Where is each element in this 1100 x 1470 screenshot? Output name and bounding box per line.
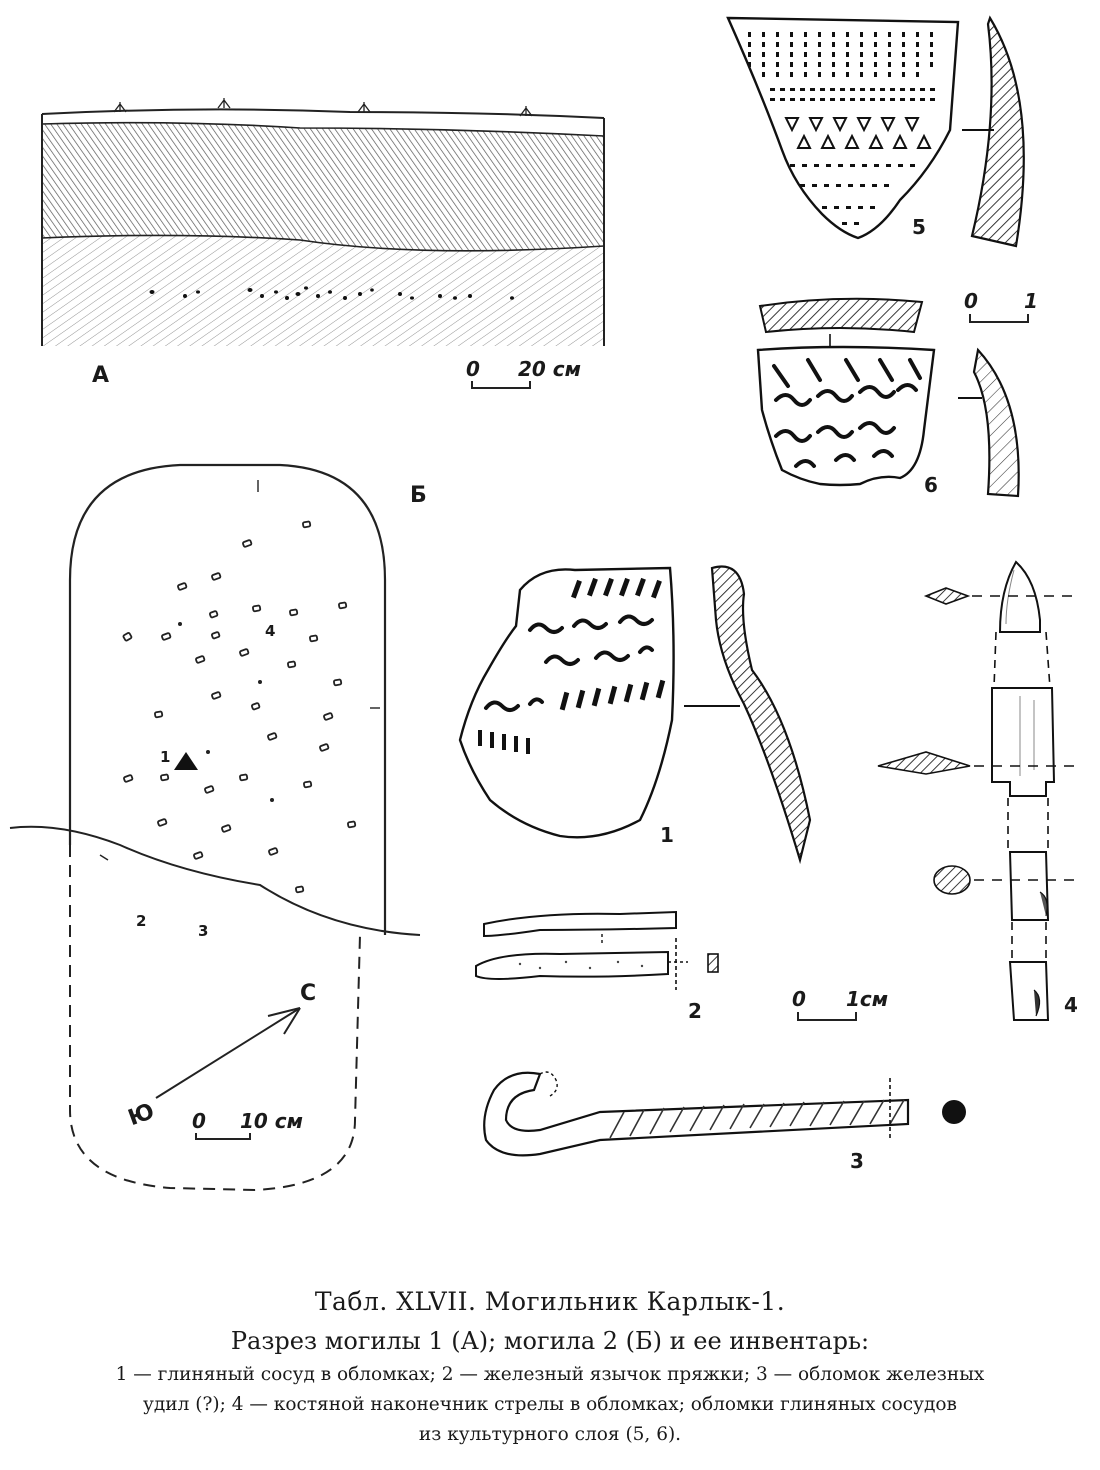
find-6-profile <box>974 350 1019 496</box>
south-label: Ю <box>124 1098 158 1132</box>
plan-tick-marks <box>100 480 380 860</box>
find-1-number: 1 <box>660 823 674 847</box>
find-1-vessel <box>460 566 810 860</box>
find-3-number: 3 <box>850 1149 864 1173</box>
plan-marker-4: 4 <box>265 622 276 640</box>
find-2-buckle-tongue <box>476 912 888 1023</box>
caption-subtitle: Разрез могилы 1 (А); могила 2 (Б) и ее инвентарь: <box>230 1327 870 1355</box>
caption-line-3: из культурного слоя (5, 6). <box>418 1424 682 1445</box>
disturbance-line <box>10 827 420 935</box>
find-3-section <box>942 1100 966 1124</box>
cm-scale-value: 1см <box>846 987 889 1011</box>
bead-dots <box>178 622 274 802</box>
bead-marks <box>123 521 356 892</box>
find-5-profile <box>972 18 1024 246</box>
find-1-profile <box>712 566 810 860</box>
plan-b-label: Б <box>410 483 427 508</box>
section-a-upper-layer <box>42 123 604 251</box>
find-4-arrowhead <box>878 562 1080 1020</box>
find-2-section <box>708 954 718 972</box>
small-scale-value: 1 <box>1024 289 1038 313</box>
small-scale-zero: 0 <box>964 289 978 313</box>
caption-title: Табл. XLVII. Могильник Карлык-1. <box>314 1287 786 1316</box>
find-5-sherd <box>728 18 1024 246</box>
find-6-body <box>758 347 934 485</box>
cm-scale-bar <box>792 987 888 1020</box>
section-a-surface-line <box>42 109 604 118</box>
section-a-label: А <box>92 363 110 388</box>
vessel-marker-triangle <box>174 752 198 770</box>
small-scale-bar <box>964 289 1038 322</box>
caption <box>0 1282 1100 1450</box>
caption-line-2: удил (?); 4 — костяной наконечник стрелы в обломках; обломки глиняных сосудов <box>143 1394 957 1415</box>
grave-outline <box>70 465 385 935</box>
plan-b <box>10 465 427 1190</box>
plan-marker-2: 2 <box>136 912 147 930</box>
find-3-bit-fragment <box>484 1072 966 1173</box>
section-a <box>42 98 604 388</box>
plan-b-scale-bar <box>192 1109 303 1139</box>
north-label: С <box>300 981 317 1006</box>
cm-scale-zero: 0 <box>792 987 806 1011</box>
plan-b-scale-zero: 0 <box>192 1109 206 1133</box>
plan-b-scale-value: 10 см <box>240 1109 303 1133</box>
section-a-scale-bar <box>466 357 581 388</box>
find-6-number: 6 <box>924 473 938 497</box>
plan-marker-1: 1 <box>160 748 171 766</box>
section-a-scale-value: 20 см <box>518 357 581 381</box>
find-5-number: 5 <box>912 215 926 239</box>
plan-marker-3: 3 <box>198 922 209 940</box>
caption-line-1: 1 — глиняный сосуд в обломках; 2 — железный язычок пряжки; 3 — обломок железных <box>115 1364 985 1385</box>
section-a-lower-layer <box>42 235 604 346</box>
find-6-rim-section <box>760 299 922 332</box>
find-6-sherd <box>758 289 1038 497</box>
find-4-number: 4 <box>1064 993 1078 1017</box>
section-a-scale-zero: 0 <box>466 357 480 381</box>
find-2-number: 2 <box>688 999 702 1023</box>
